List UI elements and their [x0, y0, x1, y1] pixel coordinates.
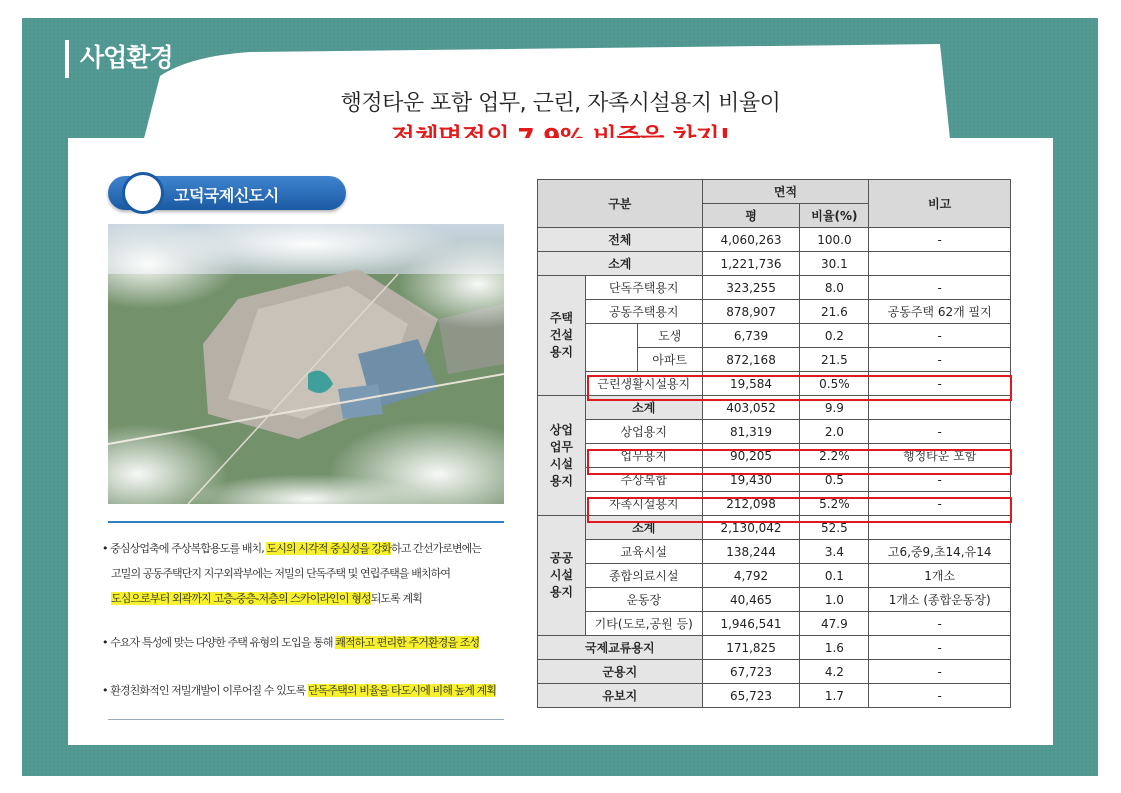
- row-label: 자족시설용지: [585, 492, 702, 516]
- cell-pyeong: 19,584: [702, 372, 800, 396]
- table-row: [538, 684, 1011, 708]
- cell-pyeong: 138,244: [702, 540, 800, 564]
- table-row: [538, 588, 1011, 612]
- cell-ratio: 0.5%: [800, 372, 869, 396]
- row-label: 유보지: [538, 684, 703, 708]
- table-row: [538, 540, 1011, 564]
- table-row: [538, 612, 1011, 636]
- cell-ratio: 4.2: [800, 660, 869, 684]
- row-label: 소계: [585, 516, 702, 540]
- cell-note: -: [869, 228, 1011, 252]
- cell-note: -: [869, 348, 1011, 372]
- cell-note: -: [869, 684, 1011, 708]
- row-label: 전체: [538, 228, 703, 252]
- cell-pyeong: 212,098: [702, 492, 800, 516]
- header-area: 면적: [702, 180, 869, 204]
- cell-note: -: [869, 468, 1011, 492]
- cell-ratio: 2.0: [800, 420, 869, 444]
- cell-ratio: 8.0: [800, 276, 869, 300]
- highlight-box-business: [587, 449, 1012, 475]
- cell-note: 행정타운 포함: [869, 444, 1011, 468]
- bullet-continuation: [111, 561, 450, 586]
- row-label: 소계: [538, 252, 703, 276]
- group-housing: 주택 건설 용지: [538, 276, 586, 396]
- cell-note: -: [869, 660, 1011, 684]
- cell-ratio: 100.0: [800, 228, 869, 252]
- bullet-text: 되도록 계획: [370, 592, 422, 605]
- highlight-box-neighborhood: [587, 375, 1012, 401]
- section-title: 사업환경: [80, 43, 173, 72]
- cell-ratio: 0.2: [800, 324, 869, 348]
- cell-note: -: [869, 492, 1011, 516]
- cell-ratio: 52.5: [800, 516, 869, 540]
- cell-note: -: [869, 636, 1011, 660]
- bullet-dot: •: [102, 542, 108, 555]
- aerial-photo: [108, 224, 504, 504]
- row-label: 종합의료시설: [585, 564, 702, 588]
- group-public: 공공 시설 용지: [538, 516, 586, 636]
- table-row: [538, 660, 1011, 684]
- bullet-text: 중심상업축에 주상복합용도를 배치,: [110, 542, 267, 555]
- table-row: [538, 636, 1011, 660]
- bullet-continuation: [111, 586, 422, 611]
- cell-pyeong: 403,052: [702, 396, 800, 420]
- bullet-highlight: 단독주택의 비율을 타도시에 비해 높게 계획: [307, 684, 497, 697]
- bullet-dot: •: [102, 636, 108, 649]
- bullet-dot: •: [102, 684, 108, 697]
- cell-pyeong: 171,825: [702, 636, 800, 660]
- cell-ratio: 0.1: [800, 564, 869, 588]
- cell-note: -: [869, 372, 1011, 396]
- row-label: 업무용지: [585, 444, 702, 468]
- cell-note: -: [869, 420, 1011, 444]
- bullet-item: [102, 536, 481, 561]
- cell-note: -: [869, 276, 1011, 300]
- row-label: 아파트: [637, 348, 702, 372]
- cell-ratio: 21.5: [800, 348, 869, 372]
- cell-pyeong: 19,430: [702, 468, 800, 492]
- bullet-text: 하고 간선가로변에는: [391, 542, 482, 555]
- headline-line-1: 행정타운 포함 업무, 근린, 자족시설용지 비율이: [340, 91, 781, 116]
- cell-pyeong: 878,907: [702, 300, 800, 324]
- cell-note: 1개소 (종합운동장): [869, 588, 1011, 612]
- header-note: 비고: [869, 180, 1011, 228]
- table-row: [538, 324, 1011, 348]
- cell-pyeong: 2,130,042: [702, 516, 800, 540]
- cell-pyeong: 4,792: [702, 564, 800, 588]
- cell-pyeong: 90,205: [702, 444, 800, 468]
- highlight-box-self-sufficiency: [587, 497, 1012, 523]
- row-label: 교육시설: [585, 540, 702, 564]
- table-row: [538, 276, 1011, 300]
- cell-note: 1개소: [869, 564, 1011, 588]
- divider-top: [108, 521, 504, 523]
- project-name: 고덕국제신도시: [174, 186, 279, 205]
- subgroup-blank: [585, 324, 637, 372]
- bullet-highlight: 도심으로부터 외곽까지 고층-중층-저층의 스카이라인이 형성: [111, 592, 371, 605]
- header-category: 구분: [538, 180, 703, 228]
- cell-ratio: 5.2%: [800, 492, 869, 516]
- table-row: [538, 228, 1011, 252]
- cell-pyeong: 1,221,736: [702, 252, 800, 276]
- header-pyeong: 평: [702, 204, 800, 228]
- table-row: [538, 300, 1011, 324]
- cell-pyeong: 40,465: [702, 588, 800, 612]
- cell-pyeong: 6,739: [702, 324, 800, 348]
- section-title-bar: [65, 40, 69, 78]
- cell-ratio: 9.9: [800, 396, 869, 420]
- cell-note: 고6,중9,초14,유14: [869, 540, 1011, 564]
- cell-note: -: [869, 612, 1011, 636]
- cell-pyeong: 323,255: [702, 276, 800, 300]
- cell-pyeong: 4,060,263: [702, 228, 800, 252]
- header-ratio: 비율(%): [800, 204, 869, 228]
- cell-note: 공동주택 62개 필지: [869, 300, 1011, 324]
- table-row: [538, 252, 1011, 276]
- row-label: 운동장: [585, 588, 702, 612]
- row-label: 근린생활시설용지: [585, 372, 702, 396]
- bullet-text: 수요자 특성에 맞는 다양한 주택 유형의 도입을 통해: [110, 636, 336, 649]
- bullet-text: 고밀의 공동주택단지 지구외곽부에는 저밀의 단독주택 및 연립주택을 배치하여: [111, 567, 451, 580]
- cell-ratio: 1.0: [800, 588, 869, 612]
- group-commercial: 상업 업무 시설 용지: [538, 396, 586, 516]
- cell-ratio: 21.6: [800, 300, 869, 324]
- row-label: 상업용지: [585, 420, 702, 444]
- cell-pyeong: 1,946,541: [702, 612, 800, 636]
- cell-ratio: 47.9: [800, 612, 869, 636]
- pill-circle-icon: [122, 172, 164, 214]
- cell-ratio: 0.5: [800, 468, 869, 492]
- cell-note: -: [869, 324, 1011, 348]
- row-label: 공동주택용지: [585, 300, 702, 324]
- cell-ratio: 1.7: [800, 684, 869, 708]
- cell-pyeong: 872,168: [702, 348, 800, 372]
- bullet-item: [102, 678, 496, 703]
- row-label: 단독주택용지: [585, 276, 702, 300]
- land-use-table: [537, 179, 1011, 708]
- row-label: 소계: [585, 396, 702, 420]
- cell-pyeong: 65,723: [702, 684, 800, 708]
- cell-ratio: 30.1: [800, 252, 869, 276]
- bullet-highlight: 쾌적하고 편리한 주거환경을 조성: [335, 636, 480, 649]
- row-label: 국제교류용지: [538, 636, 703, 660]
- cell-ratio: 3.4: [800, 540, 869, 564]
- cell-note: [869, 252, 1011, 276]
- table-header-row: [538, 180, 1011, 204]
- bullet-item: [102, 630, 479, 655]
- cell-ratio: 2.2%: [800, 444, 869, 468]
- table-row: [538, 420, 1011, 444]
- row-label: 기타(도로,공원 등): [585, 612, 702, 636]
- cell-pyeong: 67,723: [702, 660, 800, 684]
- divider-bottom: [108, 719, 504, 720]
- cell-ratio: 1.6: [800, 636, 869, 660]
- cell-pyeong: 81,319: [702, 420, 800, 444]
- bullet-text: 환경친화적인 저밀개발이 이루어질 수 있도록: [110, 684, 308, 697]
- row-label: 주상복합: [585, 468, 702, 492]
- table-row: [538, 564, 1011, 588]
- row-label: 군용지: [538, 660, 703, 684]
- bullet-highlight: 도시의 시각적 중심성을 강화: [266, 542, 391, 555]
- row-label: 도생: [637, 324, 702, 348]
